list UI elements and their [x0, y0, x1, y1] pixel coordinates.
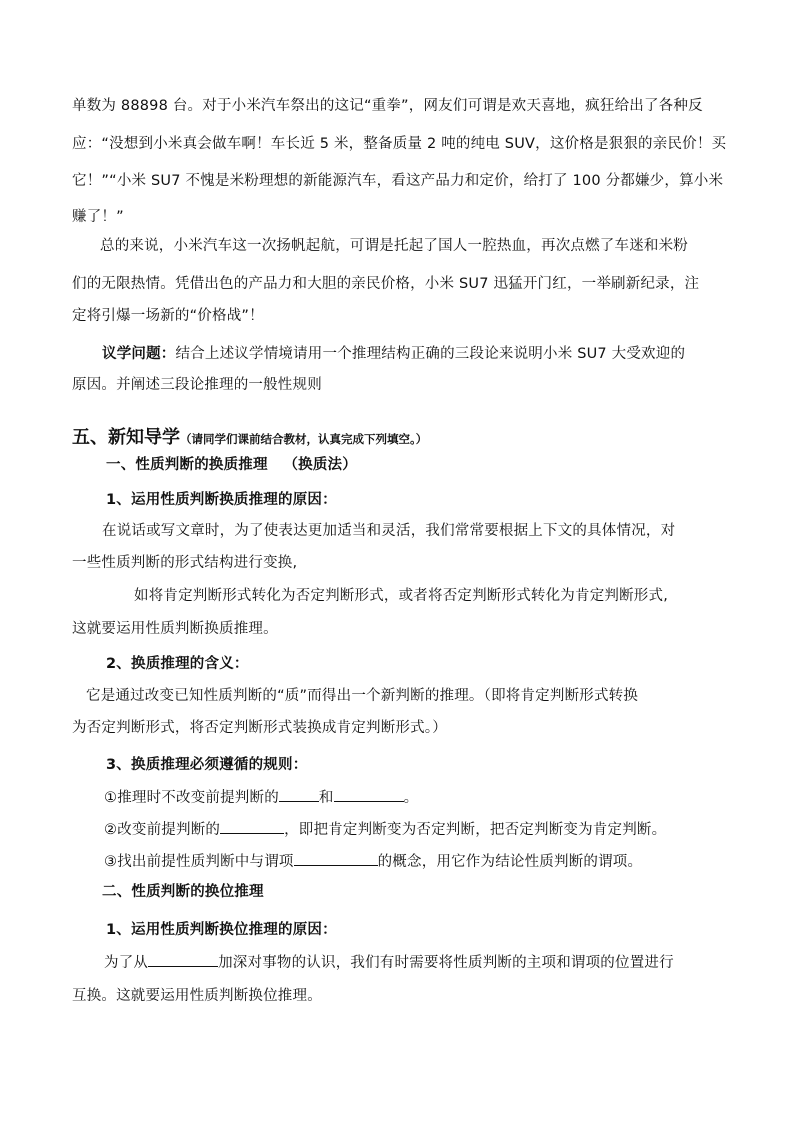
subsection-title: 1、运用性质判断换质推理的原因： — [106, 492, 337, 508]
paragraph-line: 们的无限热情。凭借出色的产品力和大胆的亲民价格，小米 SU7 迅猛开门红，一举刷新纪录，注 — [72, 276, 700, 292]
rule-text: 和 — [318, 790, 334, 806]
rule-item — [104, 819, 666, 840]
paragraph-line: 原因。并阐述三段论推理的一般性规则 — [72, 377, 322, 393]
rule-text: ②改变前提判断的 — [104, 822, 221, 838]
paragraph-line: 为否定判断形式，将否定判断形式装换成肯定判断形式。） — [72, 720, 447, 736]
paragraph-text: 为了从 — [104, 955, 149, 971]
rule-text: 。 — [403, 790, 419, 806]
paragraph-line: 它！”“小米 SU7 不愧是米粉理想的新能源汽车，看这产品力和定价，给打了 100 分都嫌少，算小米 — [72, 173, 724, 189]
section-heading — [72, 423, 427, 449]
fill-in-blank[interactable] — [294, 851, 378, 866]
subsection-title: 1、运用性质判断换位推理的原因： — [106, 922, 337, 938]
paragraph-line: 单数为 88898 台。对于小米汽车祭出的这记“重拳”，网友们可谓是欢天喜地，疯狂给出了各种反 — [72, 98, 703, 114]
rule-text: ①推理时不改变前提判断的 — [104, 790, 279, 806]
subsection-title: 2、换质推理的含义： — [106, 656, 249, 672]
paragraph-line: 总的来说，小米汽车这一次扬帆起航，可谓是托起了国人一腔热血，再次点燃了车迷和米粉 — [100, 238, 688, 254]
fill-in-blank[interactable] — [279, 787, 319, 802]
question-text: 结合上述议学情境请用一个推理结构正确的三段论来说明小米 SU7 大受欢迎的 — [175, 346, 686, 362]
section-note: （请同学们课前结合教材，认真完成下列填空。） — [180, 432, 428, 446]
subsection-title: 3、换质推理必须遵循的规则： — [106, 757, 308, 773]
rule-item — [104, 851, 642, 872]
fill-in-blank[interactable] — [220, 819, 284, 834]
paragraph-line: 一些性质判断的形式结构进行变换, — [72, 555, 298, 571]
rule-text: ，即把肯定判断变为否定判断，把否定判断变为肯定判断。 — [284, 822, 667, 838]
part-title — [106, 455, 357, 475]
paragraph-line: 如将肯定判断形式转化为否定判断形式，或者将否定判断形式转化为肯定判断形式, — [134, 588, 669, 604]
rule-text: 的概念，用它作为结论性质判断的谓项。 — [377, 854, 643, 870]
part-title-text: 一、性质判断的换质推理 — [106, 457, 268, 473]
rule-item — [104, 787, 418, 808]
fill-in-blank[interactable] — [148, 952, 218, 967]
paragraph-line: 它是通过改变已知性质判断的“质”而得出一个新判断的推理。（即将肯定判断形式转换 — [86, 688, 639, 704]
paragraph-text: 加深对事物的认识，我们有时需要将性质判断的主项和谓项的位置进行 — [218, 955, 674, 971]
paragraph-line: 互换。这就要运用性质判断换位推理。 — [72, 988, 322, 1004]
paragraph-line: 在说话或写文章时，为了使表达更加适当和灵活，我们常常要根据上下文的具体情况，对 — [102, 523, 676, 539]
paragraph-line: 赚了！” — [72, 209, 124, 225]
part-title-suffix: （换质法） — [283, 457, 357, 473]
fill-in-blank[interactable] — [334, 787, 404, 802]
section-title: 五、新知导学 — [72, 427, 180, 448]
paragraph-line — [104, 952, 674, 973]
discussion-question — [102, 344, 685, 364]
paragraph-line: 应：“没想到小米真会做车啊！车长近 5 米，整备质量 2 吨的纯电 SUV，这价格是狠狠的亲民价！买 — [72, 136, 727, 152]
question-label: 议学问题： — [102, 346, 176, 362]
paragraph-line: 这就要运用性质判断换质推理。 — [72, 621, 278, 637]
paragraph-line: 定将引爆一场新的“价格战”！ — [72, 308, 264, 324]
part-title: 二、性质判断的换位推理 — [102, 884, 264, 900]
rule-text: ③找出前提性质判断中与谓项 — [104, 854, 294, 870]
